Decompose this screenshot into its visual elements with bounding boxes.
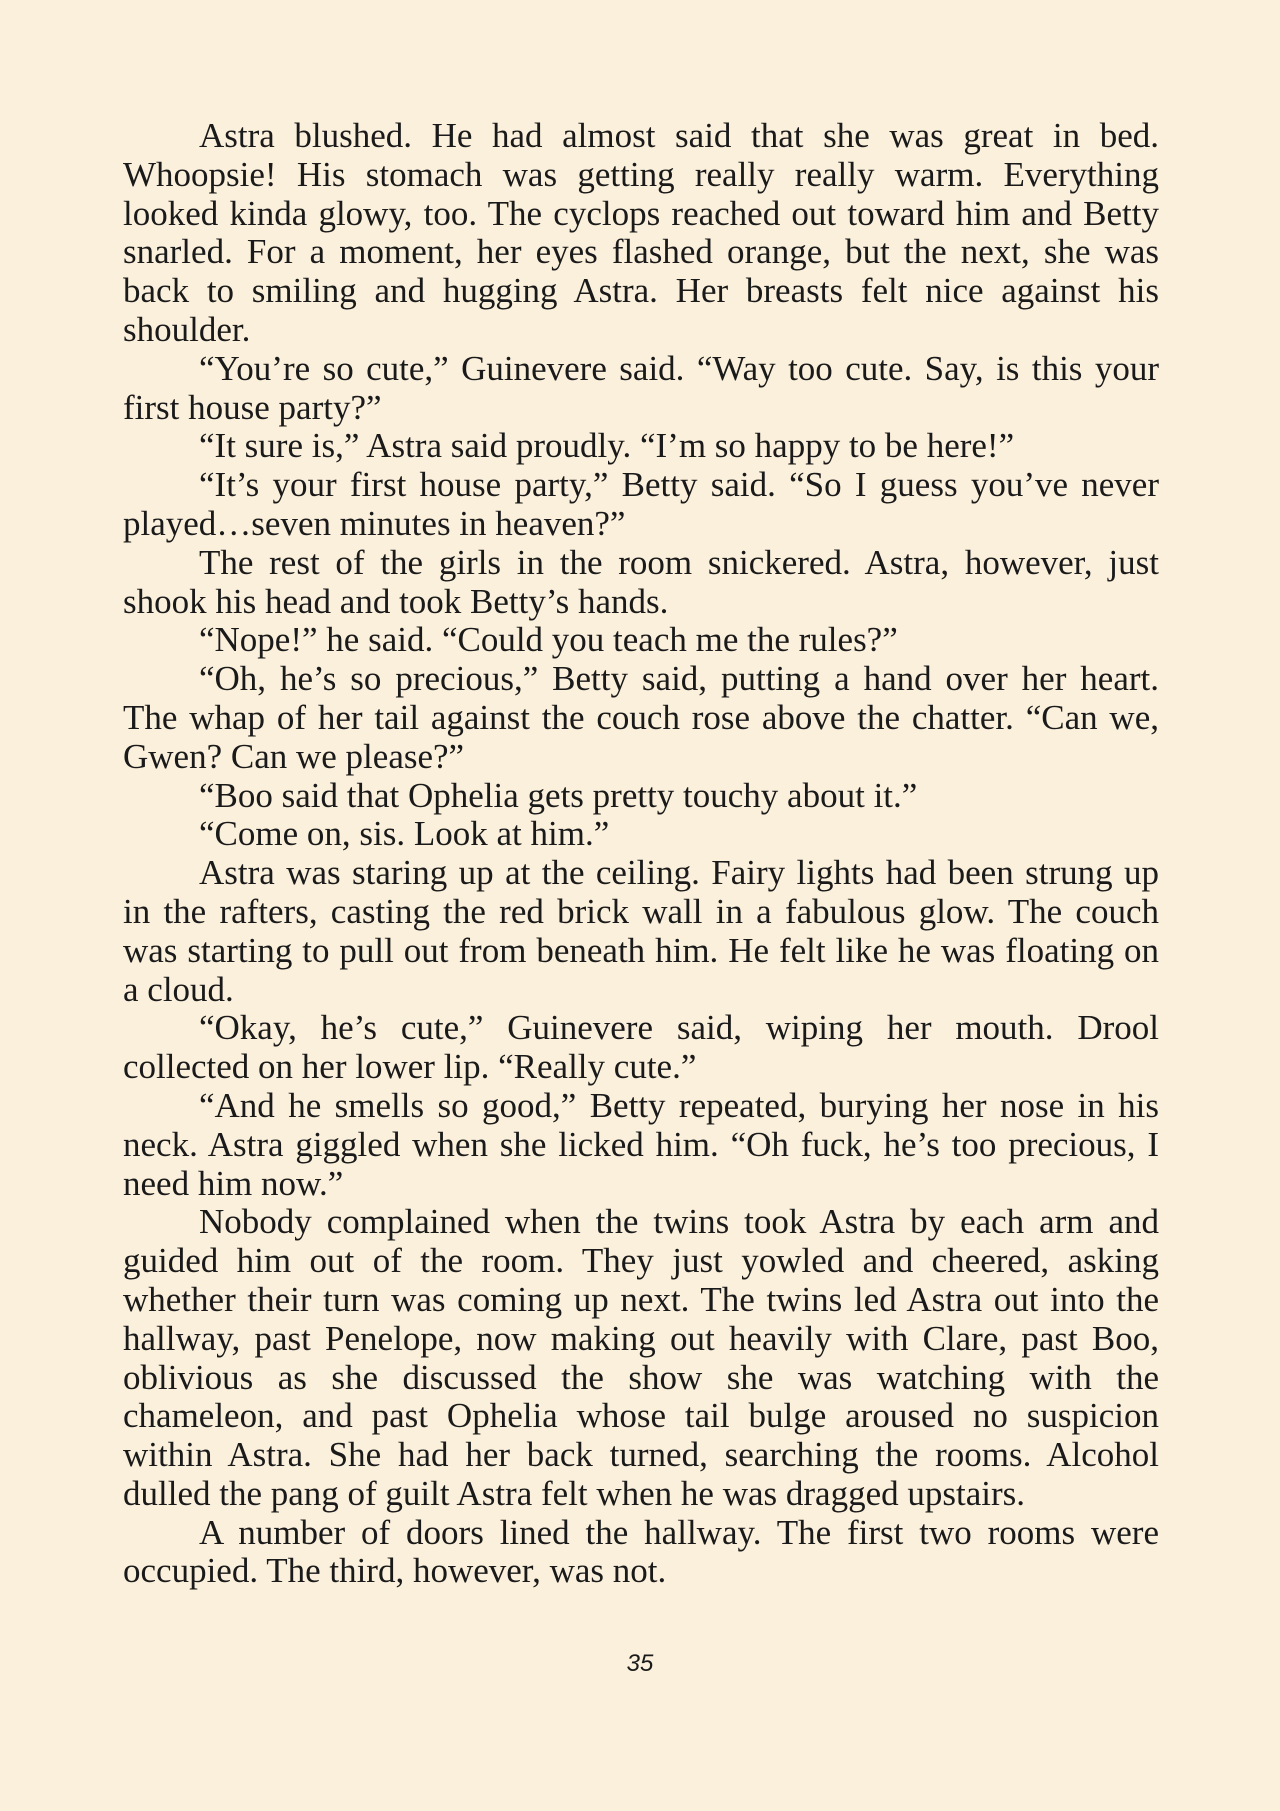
paragraph: Astra was staring up at the ceiling. Fairy lights had been strung up in the rafters, casting the red brick wall in a fabulous glow. The couch was starting to pull out from beneath him. He felt like he was floating on a cloud. <box>123 853 1159 1009</box>
paragraph: “Come on, sis. Look at him.” <box>199 814 610 854</box>
paragraph: Astra blushed. He had almost said that she was great in bed. Whoopsie! His stomach was getting really really warm. Everything looked kinda glowy, too. The cyclops reached out toward him and Betty snarled. For a moment, her eyes flashed orange, but the next, she was back to smiling and hugging Astra. Her breasts felt nice against his shoulder. <box>123 116 1159 349</box>
body-text <box>123 117 1159 1591</box>
paragraph: “Nope!” he said. “Could you teach me the rules?” <box>199 620 898 660</box>
paragraph: “And he smells so good,” Betty repeated, burying her nose in his neck. Astra giggled when she licked him. “Oh fuck, he’s too precious, I need him now.” <box>123 1085 1159 1203</box>
paragraph: “Okay, he’s cute,” Guinevere said, wiping her mouth. Drool collected on her lower lip. “Really cute.” <box>123 1008 1159 1087</box>
paragraph: Nobody complained when the twins took Astra by each arm and guided him out of the room. They just yowled and cheered, asking whether their turn was coming up next. The twins led Astra out into the hallway, past Penelope, now making out heavily with Clare, past Boo, oblivious as she discussed the show she was watching with the chameleon, and past Ophelia whose tail bulge aroused no suspicion within Astra. She had her back turned, searching the rooms. Alcohol dulled the pang of guilt Astra felt when he was dragged upstairs. <box>123 1202 1159 1513</box>
paragraph: The rest of the girls in the room snickered. Astra, however, just shook his head and took Betty’s hands. <box>123 542 1159 621</box>
paragraph: “It’s your first house party,” Betty said. “So I guess you’ve never played…seven minutes in heaven?” <box>123 465 1159 543</box>
paragraph: “It sure is,” Astra said proudly. “I’m so happy to be here!” <box>199 426 1015 466</box>
paragraph: “Oh, he’s so precious,” Betty said, putting a hand over her heart. The whap of her tail against the couch rose above the chatter. “Can we, Gwen? Can we please?” <box>123 659 1159 776</box>
paragraph: “Boo said that Ophelia gets pretty touchy about it.” <box>199 775 918 815</box>
paragraph: A number of doors lined the hallway. The first two rooms were occupied. The third, however, was not. <box>123 1512 1159 1591</box>
paragraph: “You’re so cute,” Guinevere said. “Way too cute. Say, is this your first house party?” <box>123 348 1159 427</box>
page-number: 35 <box>626 1650 654 1677</box>
